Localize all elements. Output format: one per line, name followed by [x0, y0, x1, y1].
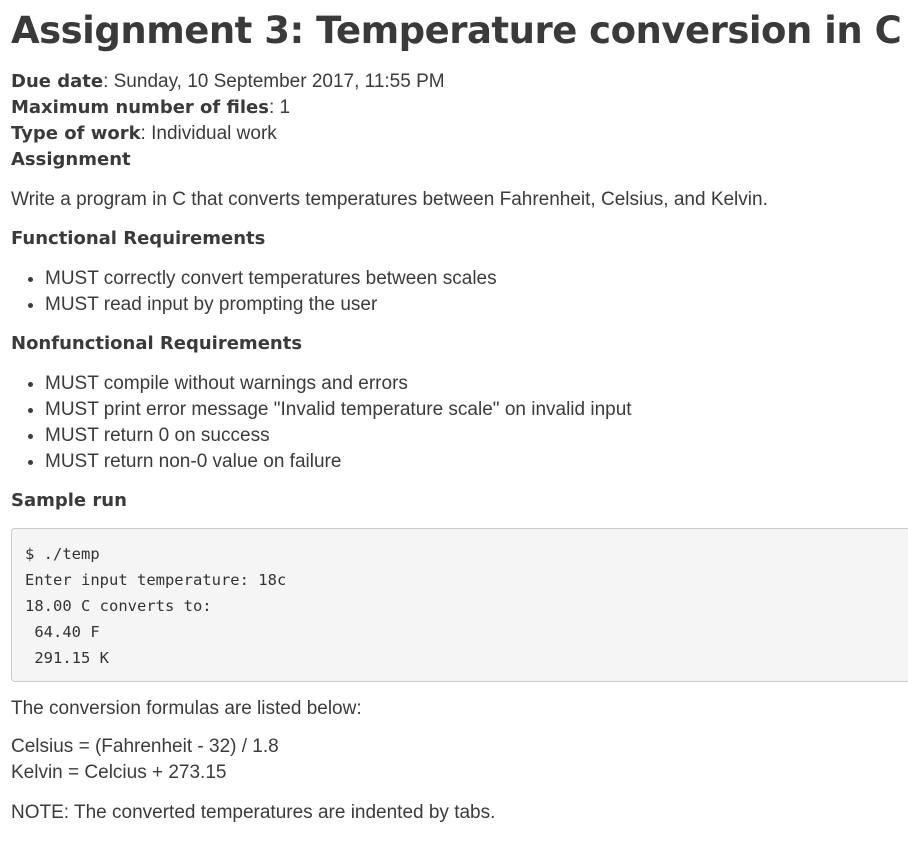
- nonfunctional-requirements-list: [11, 371, 908, 475]
- celsius-formula: Celsius = (Fahrenheit - 32) / 1.8: [11, 736, 279, 757]
- functional-requirements-list: [11, 266, 908, 318]
- type-of-work-label: Type of work: [11, 123, 141, 144]
- due-date-row: [11, 69, 908, 95]
- max-files-label: Maximum number of files: [11, 97, 269, 118]
- code-line: 64.40 F: [25, 623, 100, 641]
- list-item: • MUST read input by prompting the user: [45, 292, 908, 318]
- kelvin-formula: Kelvin = Celcius + 273.15: [11, 762, 227, 783]
- list-item: • MUST correctly convert temperatures between scales: [45, 266, 908, 292]
- sample-run-heading: Sample run: [11, 490, 127, 511]
- list-item: • MUST print error message "Invalid temperature scale" on invalid input: [45, 397, 908, 423]
- max-files-value: : 1: [268, 97, 291, 118]
- due-date-value: : Sunday, 10 September 2017, 11:55 PM: [103, 71, 445, 92]
- page-title: Assignment 3: Temperature conversion in C: [11, 9, 902, 52]
- code-line: 18.00 C converts to:: [25, 597, 212, 615]
- code-line: Enter input temperature: 18c: [25, 571, 287, 589]
- functional-requirements-heading: Functional Requirements: [11, 228, 266, 249]
- note-text: NOTE: The converted temperatures are indented by tabs.: [11, 802, 496, 823]
- intro-text: Write a program in C that converts temperatures between Fahrenheit, Celsius, and Kelvin.: [11, 189, 768, 210]
- type-of-work-row: [11, 121, 908, 147]
- formulas-block: [11, 734, 908, 786]
- max-files-row: [11, 95, 908, 121]
- list-item: • MUST return non-0 value on failure: [45, 449, 908, 475]
- type-of-work-value: : Individual work: [140, 123, 277, 144]
- assignment-heading: Assignment: [11, 149, 131, 170]
- assignment-meta: [11, 69, 908, 173]
- due-date-label: Due date: [11, 71, 104, 92]
- sample-run-code-block: [11, 528, 908, 682]
- code-line: $ ./temp: [25, 545, 100, 563]
- code-line: 291.15 K: [25, 649, 109, 667]
- assignment-heading-row: [11, 147, 908, 173]
- list-item: • MUST return 0 on success: [45, 423, 908, 449]
- nonfunctional-requirements-heading: Nonfunctional Requirements: [11, 333, 303, 354]
- formulas-intro-text: The conversion formulas are listed below:: [11, 698, 362, 719]
- list-item: • MUST compile without warnings and errors: [45, 371, 908, 397]
